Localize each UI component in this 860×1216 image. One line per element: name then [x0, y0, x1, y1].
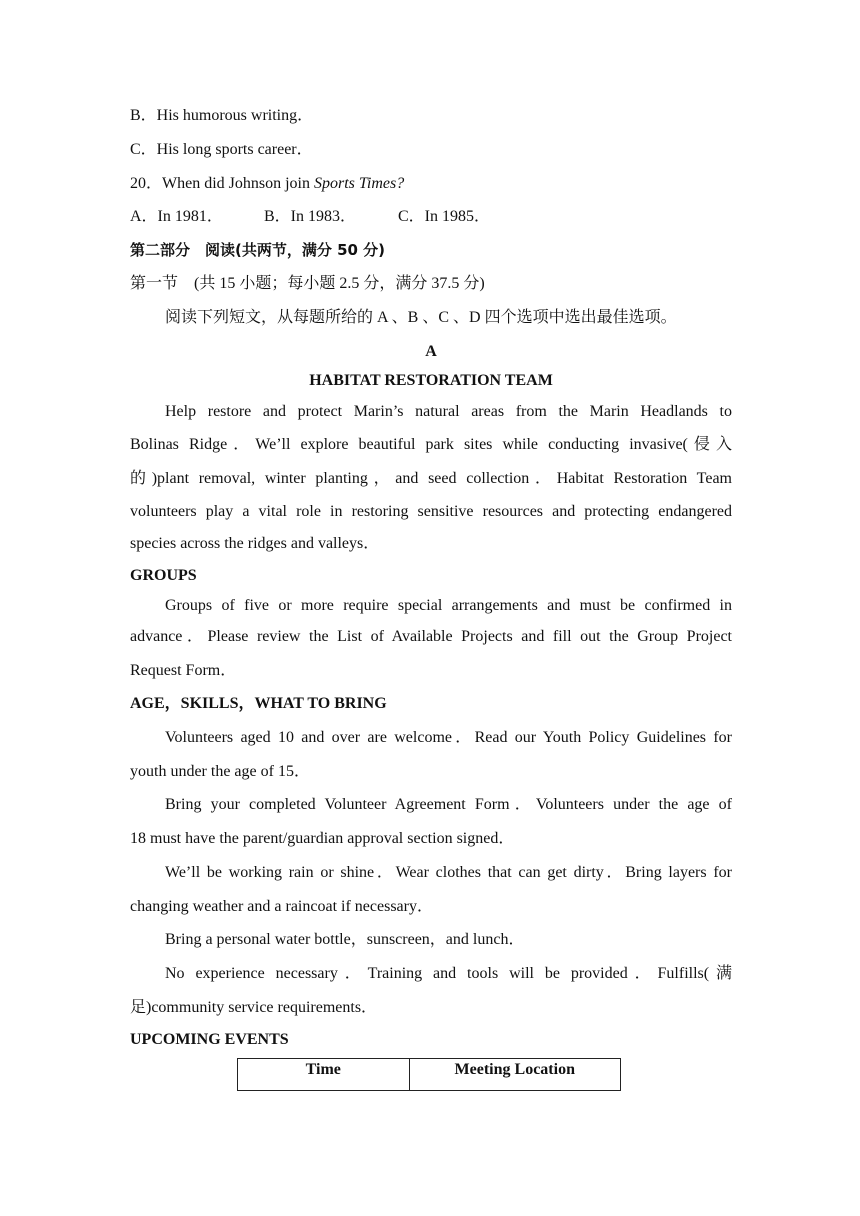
q20-option-a: A．In 1981．	[130, 208, 223, 225]
part-two-heading: 第二部分 阅读(共两节，满分 50 分)	[130, 241, 386, 259]
events-table-header-row	[238, 1059, 621, 1091]
rain-line-1: We’ll be working rain or shine．Wear clothes that can get dirty．Bring layers for	[165, 864, 732, 881]
q20-options	[130, 207, 490, 227]
bring-line-2: 18 must have the parent/guardian approval section signed．	[130, 830, 515, 847]
passage-title: HABITAT RESTORATION TEAM	[309, 372, 553, 389]
intro-line-5: species across the ridges and valleys．	[130, 535, 380, 552]
water-line: Bring a personal water bottle，sunscreen，and lunch．	[165, 931, 525, 948]
q20-option-c: C．In 1985．	[398, 208, 491, 225]
events-table-header-time: Time	[238, 1059, 410, 1091]
q20-option-b: B．In 1983．	[264, 208, 357, 225]
events-table	[237, 1058, 621, 1091]
subsection-one-heading: 第一节 (共 15 小题；每小题 2.5 分，满分 37.5 分)	[130, 275, 485, 292]
groups-line-1: Groups of five or more require special arrangements and must be confirmed in	[165, 597, 732, 614]
intro-line-2: Bolinas Ridge．We’ll explore beautiful park sites while conducting invasive(侵入	[130, 436, 732, 453]
age-line-2: youth under the age of 15．	[130, 763, 310, 780]
bring-line-1: Bring your completed Volunteer Agreement Form．Volunteers under the age of	[165, 796, 732, 813]
age-line-1: Volunteers aged 10 and over are welcome．Read our Youth Policy Guidelines for	[165, 729, 732, 746]
q20-question	[130, 174, 404, 194]
intro-line-4: volunteers play a vital role in restoring sensitive resources and protecting endangered	[130, 503, 732, 520]
rain-line-2: changing weather and a raincoat if necessary．	[130, 898, 433, 915]
intro-line-3: 的)plant removal, winter planting，and seed collection．Habitat Restoration Team	[130, 470, 732, 487]
reading-instructions: 阅读下列短文，从每题所给的 A 、B 、C 、D 四个选项中选出最佳选项。	[165, 309, 677, 326]
q20-question-text: 20．When did Johnson join	[130, 175, 314, 192]
events-table-header-location: Meeting Location	[409, 1059, 620, 1091]
intro-line-1: Help restore and protect Marin’s natural areas from the Marin Headlands to	[165, 403, 732, 420]
q19-option-c: C．His long sports career．	[130, 141, 313, 158]
experience-line-1: No experience necessary．Training and tools will be provided．Fulfills(满	[165, 965, 732, 982]
q20-publication-name: Sports Times?	[314, 175, 405, 192]
age-skills-heading: AGE，SKILLS，WHAT TO BRING	[130, 695, 387, 712]
groups-heading: GROUPS	[130, 567, 197, 584]
passage-label: A	[425, 343, 437, 360]
groups-line-3: Request Form．	[130, 662, 237, 679]
experience-line-2: 足)community service requirements．	[130, 999, 378, 1016]
q19-option-b: B．His humorous writing．	[130, 107, 314, 124]
upcoming-events-heading: UPCOMING EVENTS	[130, 1031, 289, 1048]
groups-line-2: advance．Please review the List of Available Projects and fill out the Group Project	[130, 628, 732, 645]
